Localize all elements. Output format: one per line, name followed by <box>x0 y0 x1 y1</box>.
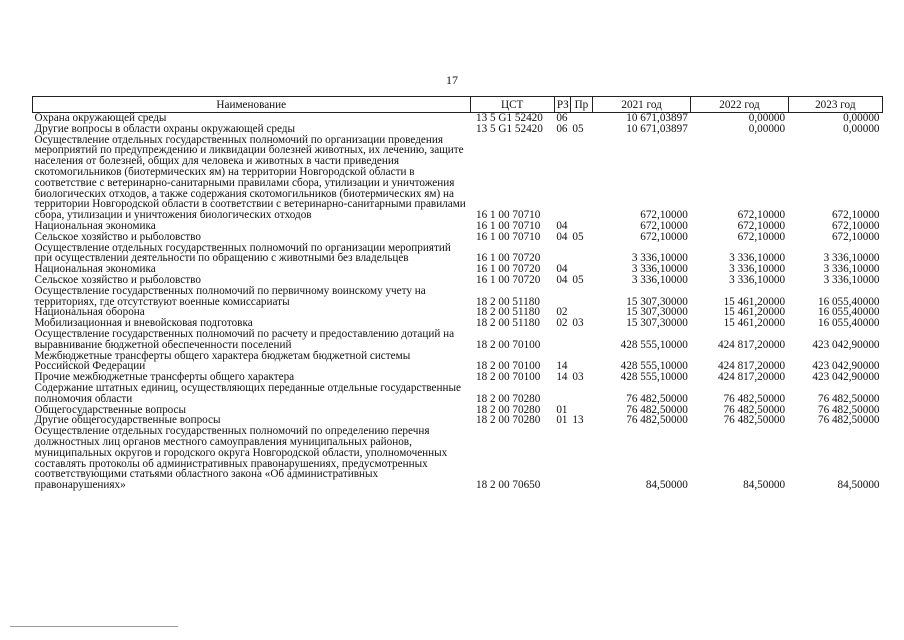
row-2022: 672,10000 <box>737 209 786 222</box>
row-2023: 672,10000 <box>831 209 880 222</box>
row-cst: 18 2 00 51180 <box>476 295 540 308</box>
table-row <box>33 135 883 221</box>
row-2023: 3 336,10000 <box>823 273 880 286</box>
row-pr <box>570 383 592 405</box>
row-pr: 05 <box>572 230 584 243</box>
row-rz: 14 <box>556 360 568 373</box>
row-2021: 10 671,03897 <box>626 112 688 124</box>
table-header-row <box>33 97 883 113</box>
row-cst: 18 2 00 51180 <box>476 306 540 319</box>
header-pr: Пр <box>570 97 592 113</box>
row-rz <box>554 426 570 491</box>
row-rz: 14 <box>556 371 568 384</box>
row-rz <box>554 135 570 221</box>
row-2021: 15 307,30000 <box>626 306 688 319</box>
row-cst: 13 5 G1 52420 <box>476 122 543 135</box>
row-2023: 672,10000 <box>831 230 880 243</box>
row-2022: 0,00000 <box>748 112 786 124</box>
row-2021: 428 555,10000 <box>620 338 688 351</box>
row-cst: 16 1 00 70710 <box>476 230 541 243</box>
row-2022: 3 336,10000 <box>729 263 786 276</box>
row-name: Осуществление отдельных государственных полномочий по организации проведения мероприятий по предупреждению и ликвидации болезней животных, их лечению, защите населения от болезней, общих для человека и животных в части приведения скотомогильников (биотермических ям) на территории Новгородской области в соответствие с ветеринарно-санитарными правилами сбора, утилизации и уничтожения биологических отходов, а также содержания скотомогильников (биотермических ям) на территории Новгородской области в соответствии с ветеринарно-санитарными правилами сбора, утилизации и уничтожения биологических отходов <box>34 133 466 222</box>
row-rz: 04 <box>556 263 568 276</box>
row-pr <box>570 243 592 265</box>
row-cst: 18 2 00 70650 <box>476 479 541 492</box>
row-2023: 672,10000 <box>831 219 880 232</box>
row-2022: 15 461,20000 <box>723 295 786 308</box>
row-2021: 76 482,50000 <box>626 403 688 416</box>
row-2022: 84,50000 <box>743 479 786 492</box>
table-row <box>33 286 883 308</box>
row-name: Осуществление отдельных государственных полномочий по определению перечня должностных лиц органов местного самоуправления муниципальных районов, муниципальных округов и городского округа Новгородской области, уполномоченных составлять протоколы об административных правонарушениях, предусмотренных соответствующими статьями областного закона «Об административных правонарушениях» <box>34 425 448 492</box>
row-2021: 76 482,50000 <box>626 414 688 427</box>
row-2021: 3 336,10000 <box>631 263 688 276</box>
row-2023: 3 336,10000 <box>823 252 880 265</box>
row-cst: 18 2 00 70280 <box>476 392 541 405</box>
row-cst: 16 1 00 70710 <box>476 219 541 232</box>
header-name: Наименование <box>33 97 471 113</box>
row-2023: 423 042,90000 <box>812 360 880 373</box>
row-pr: 05 <box>572 122 584 135</box>
row-rz <box>554 383 570 405</box>
row-2021: 3 336,10000 <box>631 252 688 265</box>
row-2021: 10 671,03897 <box>626 122 688 135</box>
table-row <box>33 351 883 373</box>
row-pr <box>570 426 592 491</box>
row-rz <box>554 286 570 308</box>
row-name: Национальная экономика <box>34 219 156 232</box>
row-name: Мобилизационная и вневойсковая подготовка <box>34 317 253 330</box>
row-name: Содержание штатных единиц, осуществляющих переданные отдельные государственные полномочия области <box>34 381 461 405</box>
table-row <box>33 383 883 405</box>
row-name: Осуществление отдельных государственных полномочий по организации мероприятий при осуществлении деятельности по обращению с животными без владельцев <box>34 241 451 265</box>
row-pr: 03 <box>572 317 584 330</box>
row-2023: 3 336,10000 <box>823 263 880 276</box>
budget-table <box>32 96 883 491</box>
row-2021: 672,10000 <box>640 219 688 232</box>
row-name: Прочие межбюджетные трансферты общего характера <box>34 371 295 384</box>
row-name: Межбюджетные трансферты общего характера бюджетам бюджетной системы Российской Федерации <box>34 349 411 373</box>
row-rz: 06 <box>556 122 568 135</box>
row-rz: 04 <box>556 230 568 243</box>
row-2022: 424 817,20000 <box>717 338 786 351</box>
row-rz: 01 <box>556 403 568 416</box>
row-name: Национальная экономика <box>34 263 156 276</box>
row-2021: 84,50000 <box>645 479 688 492</box>
header-2021: 2021 год <box>592 97 690 113</box>
row-name: Другие вопросы в области охраны окружающей среды <box>34 122 296 135</box>
row-cst: 16 1 00 70710 <box>476 209 541 222</box>
row-name: Национальная оборона <box>34 306 145 319</box>
row-rz: 06 <box>556 112 568 124</box>
row-cst: 16 1 00 70720 <box>476 252 541 265</box>
row-2021: 428 555,10000 <box>620 371 688 384</box>
header-2023: 2023 год <box>788 97 882 113</box>
row-pr: 03 <box>572 371 584 384</box>
row-2022: 15 461,20000 <box>723 306 786 319</box>
header-2022: 2022 год <box>691 97 788 113</box>
table-row <box>33 124 883 135</box>
row-2022: 672,10000 <box>737 230 786 243</box>
row-2023: 16 055,40000 <box>817 306 880 319</box>
row-2023: 16 055,40000 <box>817 295 880 308</box>
row-name: Другие общегосударственные вопросы <box>34 414 221 427</box>
row-cst: 18 2 00 70100 <box>476 371 541 384</box>
row-2021: 428 555,10000 <box>620 360 688 373</box>
row-cst: 18 2 00 51180 <box>476 317 540 330</box>
row-rz: 02 <box>556 306 568 319</box>
row-2022: 15 461,20000 <box>723 317 786 330</box>
row-cst: 18 2 00 70100 <box>476 360 541 373</box>
row-pr: 05 <box>572 273 584 286</box>
row-rz <box>554 243 570 265</box>
row-name: Осуществление государственных полномочий по расчету и предоставлению дотаций на выравнивание бюджетной обеспеченности поселений <box>34 327 455 351</box>
row-cst: 18 2 00 70100 <box>476 338 541 351</box>
row-2021: 76 482,50000 <box>626 392 688 405</box>
table-row <box>33 243 883 265</box>
row-rz: 04 <box>556 273 568 286</box>
row-2023: 423 042,90000 <box>812 338 880 351</box>
row-2023: 16 055,40000 <box>817 317 880 330</box>
row-2023: 0,00000 <box>843 112 880 124</box>
row-rz: 01 <box>556 414 568 427</box>
row-2023: 76 482,50000 <box>817 392 880 405</box>
row-2022: 3 336,10000 <box>729 273 786 286</box>
row-2022: 76 482,50000 <box>723 392 786 405</box>
row-2022: 3 336,10000 <box>729 252 786 265</box>
row-2021: 15 307,30000 <box>626 295 688 308</box>
table-body <box>33 113 883 491</box>
row-pr <box>570 286 592 308</box>
table-row <box>33 426 883 491</box>
row-name: Сельское хозяйство и рыболовство <box>34 230 201 243</box>
row-cst: 13 5 G1 52420 <box>476 112 543 124</box>
row-name: Осуществление государственных полномочий по первичному воинскому учету на территориях, где отсутствуют военные комиссариаты <box>34 284 426 308</box>
row-2023: 0,00000 <box>843 122 880 135</box>
row-cst: 18 2 00 70280 <box>476 403 541 416</box>
row-pr <box>570 351 592 373</box>
row-pr <box>570 329 592 351</box>
row-2023: 76 482,50000 <box>817 403 880 416</box>
row-2021: 672,10000 <box>640 230 688 243</box>
row-2023: 84,50000 <box>837 479 880 492</box>
page-number: 17 <box>446 73 458 87</box>
row-2022: 672,10000 <box>737 219 786 232</box>
row-2021: 3 336,10000 <box>631 273 688 286</box>
row-2023: 76 482,50000 <box>817 414 880 427</box>
row-2022: 424 817,20000 <box>717 371 786 384</box>
row-pr <box>570 135 592 221</box>
row-name: Охрана окружающей среды <box>34 112 167 124</box>
row-name: Сельское хозяйство и рыболовство <box>34 273 201 286</box>
header-cst: ЦСТ <box>470 97 554 113</box>
row-rz <box>554 329 570 351</box>
row-name: Общегосударственные вопросы <box>34 403 187 416</box>
row-2022: 424 817,20000 <box>717 360 786 373</box>
row-cst: 18 2 00 70280 <box>476 414 541 427</box>
header-rz: РЗ <box>554 97 570 113</box>
row-cst: 16 1 00 70720 <box>476 273 541 286</box>
row-cst: 16 1 00 70720 <box>476 263 541 276</box>
row-2022: 76 482,50000 <box>723 403 786 416</box>
row-rz: 02 <box>556 317 568 330</box>
table-row <box>33 329 883 351</box>
row-rz: 04 <box>556 219 568 232</box>
row-2021: 672,10000 <box>640 209 688 222</box>
row-2023: 423 042,90000 <box>812 371 880 384</box>
row-2021: 15 307,30000 <box>626 317 688 330</box>
row-pr: 13 <box>572 414 584 427</box>
footer-rule <box>10 626 178 627</box>
row-2022: 0,00000 <box>748 122 786 135</box>
row-2022: 76 482,50000 <box>723 414 786 427</box>
table-row <box>33 232 883 243</box>
